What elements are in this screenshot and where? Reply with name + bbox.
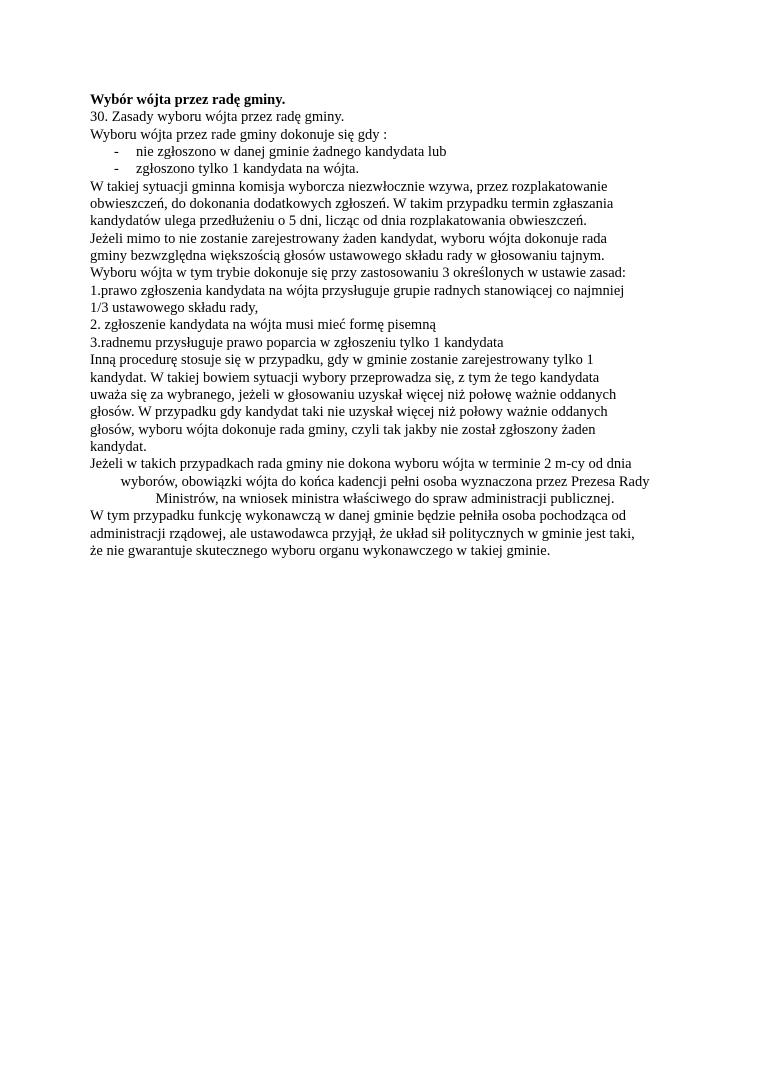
- document-body: [90, 92, 680, 560]
- list-item-text: zgłoszono tylko 1 kandydata na wójta.: [136, 161, 360, 178]
- list-item: [90, 161, 680, 178]
- text-line: Jeżeli w takich przypadkach rada gminy nie dokona wyboru wójta w terminie 2 m-cy od dnia: [90, 456, 632, 473]
- text-line: Wyboru wójta w tym trybie dokonuje się przy zastosowaniu 3 określonych w ustawie zasad:: [90, 265, 626, 282]
- text-line: 30. Zasady wyboru wójta przez radę gminy.: [90, 109, 345, 126]
- text-line: W takiej sytuacji gminna komisja wyborcza niezwłocznie wzywa, przez rozplakatowanie: [90, 178, 608, 195]
- text-line-centered: wyborów, obowiązki wójta do końca kadencji pełni osoba wyznaczona przez Prezesa Rady: [120, 473, 650, 490]
- text-line: głosów. W przypadku gdy kandydat taki nie uzyskał więcej niż połowy ważnie oddanych: [90, 404, 608, 421]
- text-line: 3.radnemu przysługuje prawo poparcia w zgłoszeniu tylko 1 kandydata: [90, 334, 504, 351]
- text-line: Inną procedurę stosuje się w przypadku, gdy w gminie zostanie zarejestrowany tylko 1: [90, 352, 594, 369]
- bullet-marker: -: [114, 161, 119, 178]
- text-line: obwieszczeń, do dokonania dodatkowych zgłoszeń. W takim przypadku termin zgłaszania: [90, 196, 614, 213]
- text-line: Wyboru wójta przez rade gminy dokonuje się gdy :: [90, 126, 388, 143]
- text-line: kandydat. W takiej bowiem sytuacji wybory przeprowadza się, z tym że tego kandydata: [90, 369, 600, 386]
- text-line: 1.prawo zgłoszenia kandydata na wójta przysługuje grupie radnych stanowiącej co najmniej: [90, 282, 625, 299]
- text-line: głosów, wyboru wójta dokonuje rada gminy, czyli tak jakby nie został zgłoszony żaden: [90, 421, 596, 438]
- text-line: 2. zgłoszenie kandydata na wójta musi mieć formę pisemną: [90, 317, 436, 334]
- text-line: gminy bezwzględna większością głosów ustawowego składu rady w głosowaniu tajnym.: [90, 248, 605, 265]
- list-item: [90, 144, 680, 161]
- document-title: Wybór wójta przez radę gminy.: [90, 92, 286, 108]
- list-item-text: nie zgłoszono w danej gminie żadnego kandydata lub: [136, 144, 447, 161]
- bullet-marker: -: [114, 144, 119, 161]
- text-line: W tym przypadku funkcję wykonawczą w danej gminie będzie pełniła osoba pochodząca od: [90, 508, 627, 525]
- text-line: Jeżeli mimo to nie zostanie zarejestrowany żaden kandydat, wyboru wójta dokonuje rada: [90, 230, 607, 247]
- text-line: administracji rządowej, ale ustawodawca przyjął, że układ sił politycznych w gminie jest taki,: [90, 525, 635, 542]
- text-line: kandydatów ulega przedłużeniu o 5 dni, licząc od dnia rozplakatowania obwieszczeń.: [90, 213, 587, 230]
- text-line: kandydat.: [90, 438, 147, 455]
- text-line: 1/3 ustawowego składu rady,: [90, 300, 259, 317]
- text-line: że nie gwarantuje skutecznego wyboru organu wykonawczego w takiej gminie.: [90, 542, 551, 559]
- text-line: uważa się za wybranego, jeżeli w głosowaniu uzyskał więcej niż połowę ważnie oddanych: [90, 386, 617, 403]
- text-line-centered: Ministrów, na wniosek ministra właściwego do spraw administracji publicznej.: [155, 490, 615, 507]
